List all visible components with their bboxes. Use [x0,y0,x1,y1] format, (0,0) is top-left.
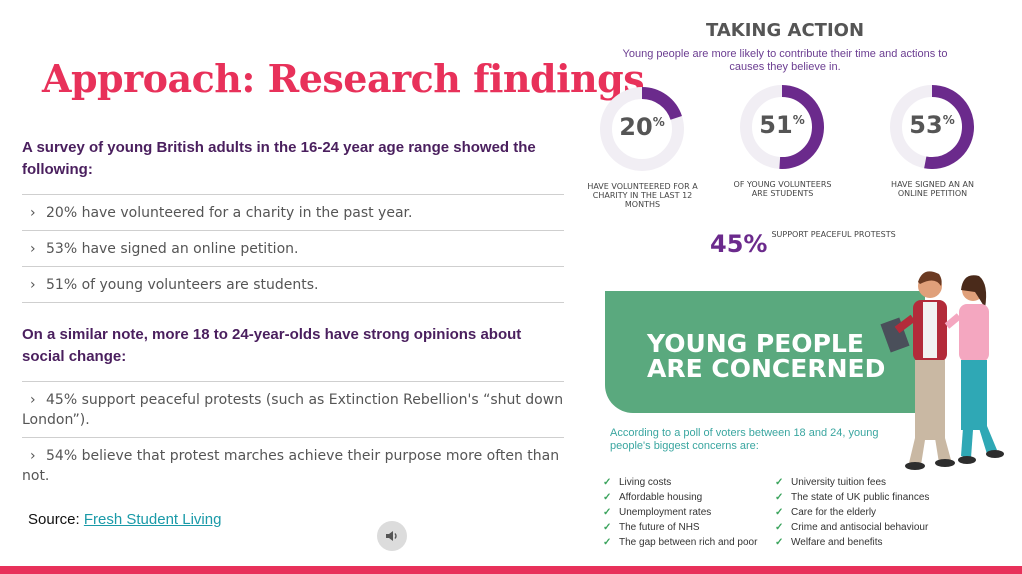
chevron-right-icon: › [30,241,36,257]
list-item-text: 20% have volunteered for a charity in the past year. [46,205,413,221]
protest-stat-label: SUPPORT PEACEFUL PROTESTS [771,230,896,239]
ring-value: 51% [759,111,805,139]
list-item: ✓ The state of UK public finances [775,492,930,503]
ring-stat-volunteered [600,87,684,171]
source-line [28,511,221,528]
ring-caption: HAVE SIGNED AN AN ONLINE PETITION [891,180,974,198]
slide-title: Approach: Research findings [42,56,645,101]
ring-caption: HAVE VOLUNTEERED FOR A CHARITY IN THE LAST 12 MONTHS [587,182,698,209]
chevron-right-icon: › [30,392,36,408]
young-people-illustration [875,268,1005,478]
survey-intro: A survey of young British adults in the 16-24 year age range showed the following: [22,139,536,178]
audio-button[interactable] [377,521,407,551]
list-item: ✓ The gap between rich and poor [603,537,758,548]
source-label: Source: [28,511,84,528]
source-link[interactable]: Fresh Student Living [83,511,222,528]
chevron-right-icon: › [30,448,36,464]
list-item [22,230,564,266]
infographic-subtitle: Young people are more likely to contribute their time and actions to causes they believe in. [622,48,948,73]
check-icon: ✓ [603,477,612,488]
list-item: ✓ Living costs [603,477,672,488]
list-item [22,266,564,303]
chevron-right-icon: › [30,277,36,293]
list-item-text: 45% support peaceful protests (such as Extinction Rebellion's “shut down London”). [22,392,564,428]
banner-heading: YOUNG PEOPLE ARE CONCERNED [647,329,886,383]
list-item: ✓ Affordable housing [603,492,703,503]
concerns-list-left [603,475,757,550]
findings-list-1 [22,194,564,303]
list-item [22,381,564,437]
ring-caption: OF YOUNG VOLUNTEERS ARE STUDENTS [733,180,832,198]
opinions-intro: On a similar note, more 18 to 24-year-olds have strong opinions about social change: [22,326,522,365]
bottom-accent-bar [0,566,1022,574]
list-item: ✓ Crime and antisocial behaviour [775,522,929,533]
list-item: ✓ The future of NHS [603,522,700,533]
check-icon: ✓ [775,477,784,488]
list-item: ✓ Welfare and benefits [775,537,883,548]
check-icon: ✓ [603,507,612,518]
chevron-right-icon: › [30,205,36,221]
ring-stat-students [740,85,824,169]
check-icon: ✓ [603,492,612,503]
list-item: ✓ University tuition fees [775,477,887,488]
ring-value: 53% [909,111,955,139]
list-item: ✓ Care for the elderly [775,507,877,518]
check-icon: ✓ [603,522,612,533]
check-icon: ✓ [775,537,784,548]
check-icon: ✓ [603,537,612,548]
list-item-text: 51% of young volunteers are students. [46,277,319,293]
findings-list-2 [22,381,564,493]
list-item [22,194,564,230]
infographic-title: TAKING ACTION [705,20,865,41]
ring-stat-petition [890,85,974,169]
list-item [22,437,564,493]
protest-stat [710,230,896,258]
check-icon: ✓ [775,522,784,533]
poll-text: According to a poll of voters between 18 and 24, young people's biggest concerns are: [610,427,879,452]
concerns-list-right [775,475,929,550]
speaker-icon [385,530,399,542]
list-item-text: 53% have signed an online petition. [46,241,299,257]
protest-stat-value: 45% [710,230,768,258]
taking-action-infographic [585,0,1022,566]
ring-value: 20% [619,113,665,141]
check-icon: ✓ [775,492,784,503]
check-icon: ✓ [775,507,784,518]
list-item-text: 54% believe that protest marches achieve their purpose more often than not. [22,448,560,484]
list-item: ✓ Unemployment rates [603,507,712,518]
